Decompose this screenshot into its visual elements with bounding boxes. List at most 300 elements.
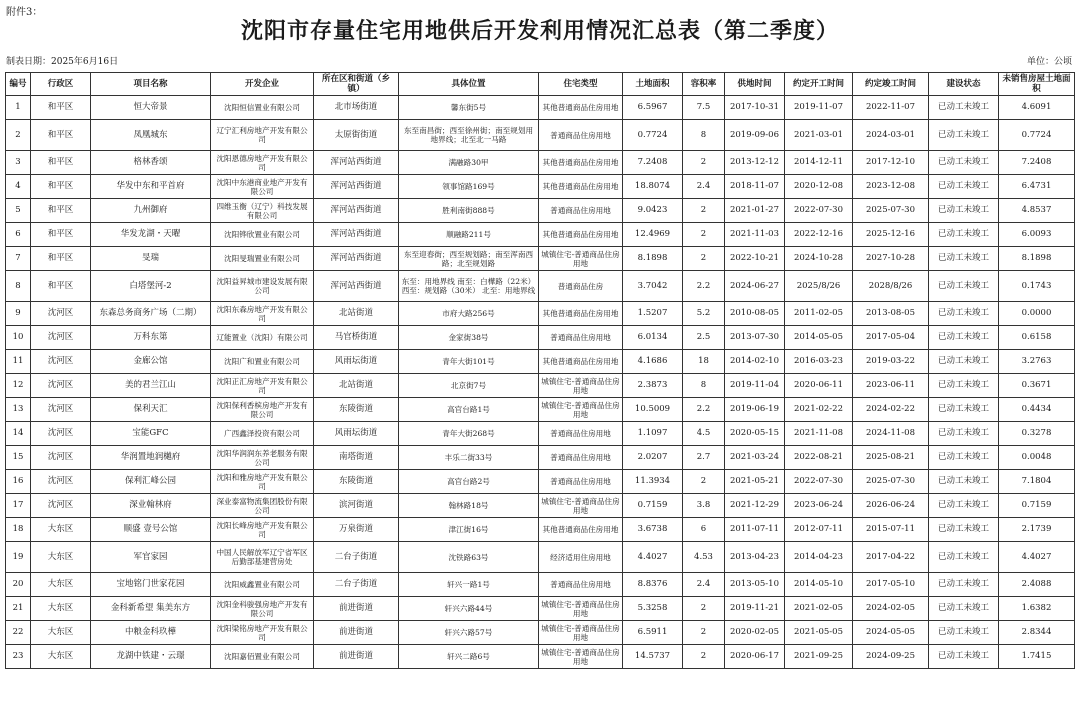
table-cell: 2013-08-05 [853,302,929,326]
table-cell: 和平区 [31,223,91,247]
column-header: 约定竣工时间 [853,73,929,96]
table-cell: 其他普通商品住房用地 [539,302,623,326]
table-row [6,199,1075,223]
table-cell: 2022-07-30 [785,470,853,494]
table-cell: 城镇住宅-普通商品住房用地 [539,621,623,645]
table-cell: 2021-02-22 [785,398,853,422]
table-cell: 沈阳恒信置业有限公司 [211,96,314,120]
table-header-row [6,73,1075,96]
table-cell: 高官台路2号 [399,470,539,494]
table-cell: 龙湖中铁建・云璟 [91,645,211,669]
table-cell: 2022-10-21 [725,247,785,271]
table-cell: 馨东街5号 [399,96,539,120]
table-cell: 2024-10-28 [785,247,853,271]
table-cell: 0.0000 [999,302,1075,326]
table-cell: 2024-11-08 [853,422,929,446]
table-row [6,120,1075,151]
table-cell: 金家街38号 [399,326,539,350]
table-cell: 2013-04-23 [725,542,785,573]
table-cell: 沈阳铧欣置业有限公司 [211,223,314,247]
table-cell: 3.7042 [623,271,683,302]
table-cell: 18 [683,350,725,374]
table-cell: 6.4731 [999,175,1075,199]
attachment-label: 附件3： [6,7,43,18]
table-cell: 已动工未竣工 [929,175,999,199]
table-cell: 华发中东和平首府 [91,175,211,199]
table-cell: 4.4027 [999,542,1075,573]
table-cell: 北站街道 [314,374,399,398]
table-cell: 18.8074 [623,175,683,199]
table-cell: 2015-07-11 [853,518,929,542]
table-cell: 0.7159 [623,494,683,518]
column-header: 住宅类型 [539,73,623,96]
table-cell: 2020-12-08 [785,175,853,199]
table-cell: 浑河站西街道 [314,199,399,223]
table-cell: 0.0048 [999,446,1075,470]
table-cell: 已动工未竣工 [929,446,999,470]
table-cell: 东陵街道 [314,470,399,494]
table-cell: 2014-05-10 [785,573,853,597]
table-cell: 轩兴六路57号 [399,621,539,645]
table-cell: 凤凰城东 [91,120,211,151]
table-cell: 大东区 [31,542,91,573]
table-cell: 沈阳旻瑞置业有限公司 [211,247,314,271]
table-cell: 4.5 [683,422,725,446]
table-cell: 普通商品住房用地 [539,199,623,223]
table-cell: 沈河区 [31,494,91,518]
table-cell: 4.1686 [623,350,683,374]
table-cell: 3.2763 [999,350,1075,374]
table-cell: 2017-05-10 [853,573,929,597]
table-cell: 北市场街道 [314,96,399,120]
table-cell: 18 [6,518,31,542]
table-cell: 6 [683,518,725,542]
table-row [6,326,1075,350]
table-cell: 2014-12-11 [785,151,853,175]
table-cell: 轩兴六路44号 [399,597,539,621]
date-label: 制表日期：2025年6月16日 [6,57,119,67]
table-body [6,96,1075,669]
table-cell: 城镇住宅-普通商品住房用地 [539,494,623,518]
table-cell: 领事馆路169号 [399,175,539,199]
table-row [6,374,1075,398]
table-cell: 已动工未竣工 [929,199,999,223]
table-cell: 2013-07-30 [725,326,785,350]
table-cell: 2019-03-22 [853,350,929,374]
column-header: 项目名称 [91,73,211,96]
table-cell: 2.1739 [999,518,1075,542]
table-cell: 已动工未竣工 [929,398,999,422]
table-cell: 2.4088 [999,573,1075,597]
table-cell: 2 [683,645,725,669]
table-cell: 2024-09-25 [853,645,929,669]
table-cell: 军官家园 [91,542,211,573]
table-cell: 已动工未竣工 [929,151,999,175]
table-row [6,271,1075,302]
table-cell: 0.3278 [999,422,1075,446]
table-cell: 2025-12-16 [853,223,929,247]
table-cell: 3.8 [683,494,725,518]
table-cell: 丰乐二街33号 [399,446,539,470]
table-row [6,518,1075,542]
table-cell: 已动工未竣工 [929,645,999,669]
table-cell: 2.2 [683,271,725,302]
table-cell: 金科新希望 集美东方 [91,597,211,621]
table-cell: 2022-08-21 [785,446,853,470]
table-cell: 宝地铭门世家花园 [91,573,211,597]
table-cell: 轩兴二路6号 [399,645,539,669]
table-cell: 7.5 [683,96,725,120]
table-cell: 和平区 [31,151,91,175]
table-cell: 东至南昌街；西至徐州街；南至规划用地界线；北至北一马路 [399,120,539,151]
table-row [6,470,1075,494]
table-cell: 2014-02-10 [725,350,785,374]
table-cell: 4.8537 [999,199,1075,223]
table-cell: 8.8376 [623,573,683,597]
table-cell: 4 [6,175,31,199]
table-cell: 胜利南街888号 [399,199,539,223]
table-row [6,151,1075,175]
table-cell: 青年大街101号 [399,350,539,374]
table-cell: 2 [683,199,725,223]
table-cell: 2023-12-08 [853,175,929,199]
table-cell: 17 [6,494,31,518]
table-cell: 已动工未竣工 [929,247,999,271]
table-cell: 14.5737 [623,645,683,669]
column-header: 容积率 [683,73,725,96]
table-cell: 高官台路1号 [399,398,539,422]
table-cell: 已动工未竣工 [929,542,999,573]
table-cell: 大东区 [31,573,91,597]
table-cell: 2012-07-11 [785,518,853,542]
table-cell: 辽宁汇利房地产开发有限公司 [211,120,314,151]
table-cell: 1.6382 [999,597,1075,621]
table-cell: 2.5 [683,326,725,350]
table-cell: 2024-06-27 [725,271,785,302]
table-cell: 沈阳中东港商业地产开发有限公司 [211,175,314,199]
table-cell: 二台子街道 [314,573,399,597]
table-cell: 已动工未竣工 [929,621,999,645]
table-cell: 普通商品住房用地 [539,446,623,470]
table-cell: 深业泰富物流集团股份有限公司 [211,494,314,518]
table-cell: 8.1898 [623,247,683,271]
table-row [6,302,1075,326]
table-cell: 沈阳嘉佰置业有限公司 [211,645,314,669]
table-cell: 7.2408 [999,151,1075,175]
table-cell: 12 [6,374,31,398]
table-cell: 金廊公馆 [91,350,211,374]
table-cell: 已动工未竣工 [929,494,999,518]
table-cell: 满融路30甲 [399,151,539,175]
table-cell: 2019-06-19 [725,398,785,422]
table-row [6,350,1075,374]
table-cell: 沈阳华润润东养老服务有限公司 [211,446,314,470]
table-cell: 2 [683,151,725,175]
table-cell: 沈阳威鑫置业有限公司 [211,573,314,597]
table-cell: 2021-12-29 [725,494,785,518]
table-row [6,398,1075,422]
table-cell: 中粮金科玖樺 [91,621,211,645]
table-cell: 2025-08-21 [853,446,929,470]
column-header: 未销售房屋土地面积 [999,73,1075,96]
table-cell: 青年大街268号 [399,422,539,446]
table-cell: 2028/8/26 [853,271,929,302]
table-cell: 13 [6,398,31,422]
unit-label: 单位：公顷 [1026,57,1072,67]
table-cell: 已动工未竣工 [929,350,999,374]
table-cell: 2019-09-06 [725,120,785,151]
table-cell: 11 [6,350,31,374]
table-cell: 大东区 [31,645,91,669]
table-cell: 恒大帝景 [91,96,211,120]
table-cell: 已动工未竣工 [929,422,999,446]
table-cell: 已动工未竣工 [929,120,999,151]
table-cell: 保利天汇 [91,398,211,422]
table-cell: 2 [683,597,725,621]
table-cell: 沈阳正汇房地产开发有限公司 [211,374,314,398]
summary-table [5,72,1075,669]
table-cell: 8 [683,120,725,151]
table-cell: 2025/8/26 [785,271,853,302]
page-title: 沈阳市存量住宅用地供后开发利用情况汇总表（第二季度） [240,19,839,44]
column-header: 开发企业 [211,73,314,96]
column-header: 供地时间 [725,73,785,96]
table-cell: 4.53 [683,542,725,573]
table-cell: 顺盛 壹号公馆 [91,518,211,542]
table-cell: 沈河区 [31,398,91,422]
table-cell: 经济适用住房用地 [539,542,623,573]
table-row [6,247,1075,271]
table-cell: 普通商品住房 [539,271,623,302]
table-cell: 1 [6,96,31,120]
table-cell: 已动工未竣工 [929,470,999,494]
table-cell: 2.3873 [623,374,683,398]
table-cell: 万泉街道 [314,518,399,542]
table-cell: 8.1898 [999,247,1075,271]
table-cell: 0.6158 [999,326,1075,350]
table-cell: 2016-03-23 [785,350,853,374]
table-cell: 和平区 [31,199,91,223]
table-cell: 8 [6,271,31,302]
table-cell: 0.1743 [999,271,1075,302]
table-cell: 已动工未竣工 [929,271,999,302]
table-cell: 沈铁路63号 [399,542,539,573]
table-cell: 2020-06-11 [785,374,853,398]
table-cell: 沈阳益昇城市建设发展有限公司 [211,271,314,302]
table-cell: 7.1804 [999,470,1075,494]
table-cell: 2.8344 [999,621,1075,645]
table-cell: 和平区 [31,175,91,199]
table-cell: 普通商品住房用地 [539,120,623,151]
table-cell: 10.5009 [623,398,683,422]
table-cell: 2019-11-07 [785,96,853,120]
table-cell: 2024-05-05 [853,621,929,645]
table-cell: 沈阳广和置业有限公司 [211,350,314,374]
table-cell: 2017-04-22 [853,542,929,573]
table-cell: 滨河街道 [314,494,399,518]
table-cell: 大东区 [31,621,91,645]
table-cell: 2.2 [683,398,725,422]
table-cell: 2021-05-05 [785,621,853,645]
table-cell: 已动工未竣工 [929,223,999,247]
column-header: 约定开工时间 [785,73,853,96]
table-cell: 普通商品住房用地 [539,573,623,597]
column-header: 行政区 [31,73,91,96]
table-cell: 沈阳和雅房地产开发有限公司 [211,470,314,494]
table-cell: 已动工未竣工 [929,518,999,542]
table-cell: 其他普通商品住房用地 [539,518,623,542]
table-cell: 沈阳东森房地产开发有限公司 [211,302,314,326]
table-cell: 浑河站西街道 [314,151,399,175]
table-cell: 14 [6,422,31,446]
table-cell: 城镇住宅-普通商品住房用地 [539,398,623,422]
table-cell: 顺融路211号 [399,223,539,247]
table-cell: 四维玉衡（辽宁）科技发展有限公司 [211,199,314,223]
table-row [6,96,1075,120]
table-cell: 2011-02-05 [785,302,853,326]
table-cell: 2.7 [683,446,725,470]
table-cell: 其他普通商品住房用地 [539,350,623,374]
table-cell: 23 [6,645,31,669]
table-cell: 4.4027 [623,542,683,573]
table-cell: 6.0134 [623,326,683,350]
table-cell: 和平区 [31,120,91,151]
table-cell: 2022-07-30 [785,199,853,223]
table-cell: 0.3671 [999,374,1075,398]
table-cell: 2017-05-04 [853,326,929,350]
table-cell: 前进街道 [314,621,399,645]
table-cell: 深业翰林府 [91,494,211,518]
table-cell: 9 [6,302,31,326]
table-cell: 9.0423 [623,199,683,223]
table-cell: 已动工未竣工 [929,302,999,326]
table-cell: 已动工未竣工 [929,597,999,621]
table-cell: 二台子街道 [314,542,399,573]
table-cell: 大东区 [31,597,91,621]
table-cell: 2021-11-03 [725,223,785,247]
table-row [6,446,1075,470]
table-row [6,645,1075,669]
table-cell: 22 [6,621,31,645]
table-cell: 普通商品住房用地 [539,422,623,446]
table-cell: 沈河区 [31,374,91,398]
table-cell: 1.7415 [999,645,1075,669]
table-cell: 2.4 [683,175,725,199]
table-cell: 12.4969 [623,223,683,247]
column-header: 建设状态 [929,73,999,96]
column-header: 土地面积 [623,73,683,96]
table-cell: 北站街道 [314,302,399,326]
table-cell: 马官桥街道 [314,326,399,350]
table-cell: 2 [6,120,31,151]
table-cell: 沈阳长峰房地产开发有限公司 [211,518,314,542]
table-cell: 津江街16号 [399,518,539,542]
table-cell: 东森总务商务广场（二期） [91,302,211,326]
table-cell: 沈阳金科骏强房地产开发有限公司 [211,597,314,621]
table-cell: 2017-12-10 [853,151,929,175]
table-row [6,573,1075,597]
table-row [6,597,1075,621]
table-cell: 其他普通商品住房用地 [539,223,623,247]
table-cell: 4.6091 [999,96,1075,120]
table-cell: 5.2 [683,302,725,326]
table-cell: 2023-06-11 [853,374,929,398]
table-cell: 东至迎春街；西至规划路；南至浑南西路；北至规划路 [399,247,539,271]
table-row [6,223,1075,247]
table-cell: 浑河站西街道 [314,247,399,271]
table-row [6,175,1075,199]
table-cell: 浑河站西街道 [314,175,399,199]
table-cell: 翰林路18号 [399,494,539,518]
table-cell: 南塔街道 [314,446,399,470]
table-cell: 城镇住宅-普通商品住房用地 [539,645,623,669]
table-cell: 2018-11-07 [725,175,785,199]
table-cell: 2013-12-12 [725,151,785,175]
table-cell: 2025-07-30 [853,199,929,223]
table-cell: 白塔堡河-2 [91,271,211,302]
table-cell: 5.3258 [623,597,683,621]
table-cell: 2021-09-25 [785,645,853,669]
table-cell: 万科东第 [91,326,211,350]
table-cell: 和平区 [31,247,91,271]
table-cell: 2014-04-23 [785,542,853,573]
table-cell: 和平区 [31,271,91,302]
table-cell: 3 [6,151,31,175]
table-cell: 沈河区 [31,470,91,494]
table-row [6,621,1075,645]
table-cell: 2 [683,470,725,494]
table-cell: 已动工未竣工 [929,573,999,597]
table-cell: 城镇住宅-普通商品住房用地 [539,374,623,398]
table-cell: 风雨坛街道 [314,350,399,374]
table-cell: 格林香颂 [91,151,211,175]
table-cell: 2 [683,621,725,645]
table-cell: 华润置地润樾府 [91,446,211,470]
table-cell: 沈河区 [31,302,91,326]
table-cell: 2019-11-04 [725,374,785,398]
table-cell: 沈河区 [31,446,91,470]
table-cell: 2017-10-31 [725,96,785,120]
table-cell: 2019-11-21 [725,597,785,621]
table-cell: 已动工未竣工 [929,96,999,120]
table-cell: 华发龙湖・天曜 [91,223,211,247]
table-cell: 7 [6,247,31,271]
table-cell: 2027-10-28 [853,247,929,271]
table-cell: 2024-02-22 [853,398,929,422]
table-cell: 大东区 [31,518,91,542]
table-cell: 8 [683,374,725,398]
table-cell: 2020-06-17 [725,645,785,669]
table-cell: 轩兴一路1号 [399,573,539,597]
table-cell: 浑河站西街道 [314,223,399,247]
table-cell: 1.5207 [623,302,683,326]
table-cell: 2013-05-10 [725,573,785,597]
table-cell: 2024-03-01 [853,120,929,151]
table-cell: 风雨坛街道 [314,422,399,446]
table-cell: 1.1097 [623,422,683,446]
table-cell: 广西鑫泽投资有限公司 [211,422,314,446]
table-cell: 前进街道 [314,597,399,621]
table-cell: 16 [6,470,31,494]
table-cell: 其他普通商品住房用地 [539,175,623,199]
table-cell: 美的君兰江山 [91,374,211,398]
table-cell: 0.7724 [623,120,683,151]
table-cell: 2.4 [683,573,725,597]
table-cell: 0.7159 [999,494,1075,518]
table-cell: 2022-11-07 [853,96,929,120]
table-cell: 0.7724 [999,120,1075,151]
table-cell: 2021-02-05 [785,597,853,621]
